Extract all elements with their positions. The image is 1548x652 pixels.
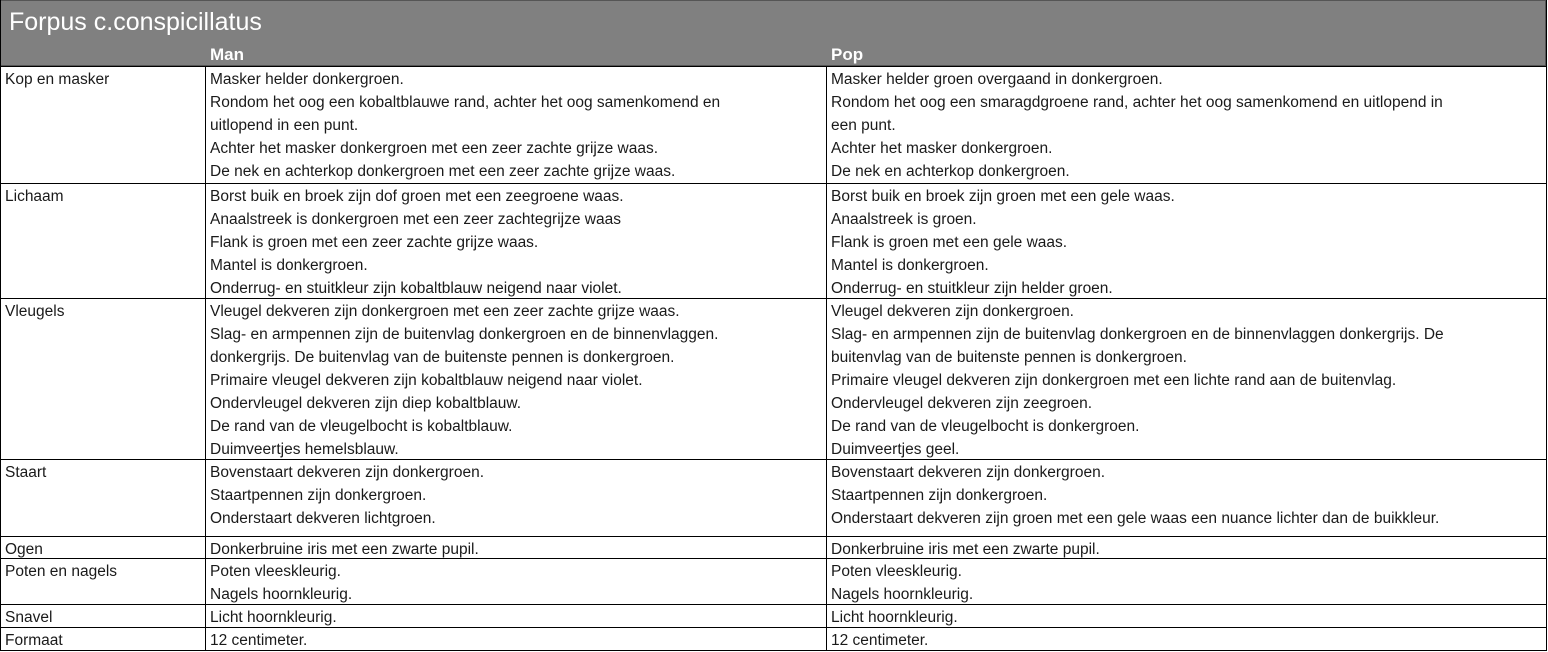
cell-line: Onderrug- en stuitkleur zijn helder groen. [831, 280, 1113, 297]
cell-man [210, 68, 720, 183]
grid-line [826, 66, 827, 651]
cell-line: Poten vleeskleurig. [831, 563, 962, 580]
cell-line: Masker helder groen overgaand in donkergroen. [831, 71, 1163, 88]
cell-line: 12 centimeter. [831, 632, 929, 649]
cell-man [210, 185, 624, 300]
cell-line: Rondom het oog een smaragdgroene rand, achter het oog samenkomend en uitlopend in [831, 94, 1443, 111]
cell-line: Donkerbruine iris met een zwarte pupil. [831, 541, 1100, 558]
grid-line [1546, 0, 1547, 651]
cell-line: Mantel is donkergroen. [210, 257, 368, 274]
cell-line: Slag- en armpennen zijn de buitenvlag donkergroen en de binnenvlaggen donkergrijs. De [831, 326, 1444, 343]
row-divider [0, 66, 1546, 67]
cell-line: Slag- en armpennen zijn de buitenvlag donkergroen en de binnenvlaggen. [210, 326, 719, 343]
cell-man [210, 606, 337, 629]
row-divider [0, 604, 1546, 605]
cell-line: Onderstaart dekveren lichtgroen. [210, 510, 436, 527]
grid-line [0, 0, 1, 651]
column-header-man: Man [210, 45, 244, 64]
cell-line: De nek en achterkop donkergroen. [831, 163, 1070, 180]
cell-man [210, 461, 484, 530]
cell-line: Duimveertjes hemelsblauw. [210, 441, 399, 458]
row-divider [0, 536, 1546, 537]
cell-line: Ondervleugel dekveren zijn diep kobaltblauw. [210, 395, 522, 412]
cell-line: Flank is groen met een gele waas. [831, 234, 1068, 251]
row-label: Poten en nagels [5, 563, 118, 580]
row-label: Formaat [5, 632, 63, 649]
cell-line: Staartpennen zijn donkergroen. [210, 487, 427, 504]
cell-line: Licht hoornkleurig. [210, 609, 337, 626]
cell-pop [831, 185, 1175, 300]
sheet-title: Forpus c.conspicillatus [9, 8, 262, 36]
cell-line: Mantel is donkergroen. [831, 257, 989, 274]
row-divider [0, 558, 1546, 559]
cell-line: Vleugel dekveren zijn donkergroen met een zeer zachte grijze waas. [210, 303, 680, 320]
cell-line: Nagels hoornkleurig. [831, 586, 974, 603]
grid-line [205, 66, 206, 651]
cell-line: Ondervleugel dekveren zijn zeegroen. [831, 395, 1093, 412]
cell-line: Borst buik en broek zijn dof groen met een zeegroene waas. [210, 188, 624, 205]
row-divider [0, 627, 1546, 628]
cell-line: Nagels hoornkleurig. [210, 586, 353, 603]
cell-line: Vleugel dekveren zijn donkergroen. [831, 303, 1074, 320]
cell-line: Primaire vleugel dekveren zijn donkergroen met een lichte rand aan de buitenvlag. [831, 372, 1397, 389]
cell-pop [831, 606, 958, 629]
cell-pop [831, 629, 928, 652]
cell-line: een punt. [831, 117, 896, 134]
cell-line: Poten vleeskleurig. [210, 563, 341, 580]
cell-man [210, 560, 352, 606]
cell-line: Bovenstaart dekveren zijn donkergroen. [210, 464, 484, 481]
cell-man [210, 629, 307, 652]
cell-pop [831, 461, 1439, 530]
cell-line: 12 centimeter. [210, 632, 308, 649]
cell-line: donkergrijs. De buitenvlag van de buitenste pennen is donkergroen. [210, 349, 675, 366]
cell-pop [831, 68, 1443, 183]
cell-line: Achter het masker donkergroen met een zeer zachte grijze waas. [210, 140, 659, 157]
row-label: Lichaam [5, 188, 64, 205]
cell-line: Licht hoornkleurig. [831, 609, 958, 626]
row-divider [0, 183, 1546, 184]
cell-line: Donkerbruine iris met een zwarte pupil. [210, 541, 479, 558]
column-header-pop: Pop [831, 45, 864, 64]
cell-line: Rondom het oog een kobaltblauwe rand, achter het oog samenkomend en [210, 94, 721, 111]
row-label: Kop en masker [5, 71, 110, 88]
cell-line: De rand van de vleugelbocht is donkergroen. [831, 418, 1140, 435]
cell-man [210, 300, 718, 461]
row-label: Staart [5, 464, 47, 481]
row-label: Snavel [5, 609, 53, 626]
cell-line: Duimveertjes geel. [831, 441, 960, 458]
cell-line: Staartpennen zijn donkergroen. [831, 487, 1048, 504]
cell-line: Onderstaart dekveren zijn groen met een gele waas een nuance lichter dan de buikkleur. [831, 510, 1440, 527]
cell-line: Borst buik en broek zijn groen met een gele waas. [831, 188, 1175, 205]
row-label: Ogen [5, 541, 43, 558]
cell-line: De rand van de vleugelbocht is kobaltblauw. [210, 418, 513, 435]
cell-line: Bovenstaart dekveren zijn donkergroen. [831, 464, 1105, 481]
cell-line: Masker helder donkergroen. [210, 71, 404, 88]
cell-line: uitlopend in een punt. [210, 117, 359, 134]
cell-line: Anaalstreek is donkergroen met een zeer zachtegrijze waas [210, 211, 621, 228]
row-divider [0, 298, 1546, 299]
cell-line: Anaalstreek is groen. [831, 211, 977, 228]
cell-line: Primaire vleugel dekveren zijn kobaltblauw neigend naar violet. [210, 372, 643, 389]
cell-pop [831, 560, 973, 606]
cell-line: Flank is groen met een zeer zachte grijze waas. [210, 234, 539, 251]
cell-line: Achter het masker donkergroen. [831, 140, 1053, 157]
cell-line: De nek en achterkop donkergroen met een zeer zachte grijze waas. [210, 163, 676, 180]
cell-line: Onderrug- en stuitkleur zijn kobaltblauw neigend naar violet. [210, 280, 622, 297]
cell-pop [831, 300, 1444, 461]
cell-line: buitenvlag van de buitenste pennen is donkergroen. [831, 349, 1187, 366]
row-label: Vleugels [5, 303, 65, 320]
row-divider [0, 459, 1546, 460]
